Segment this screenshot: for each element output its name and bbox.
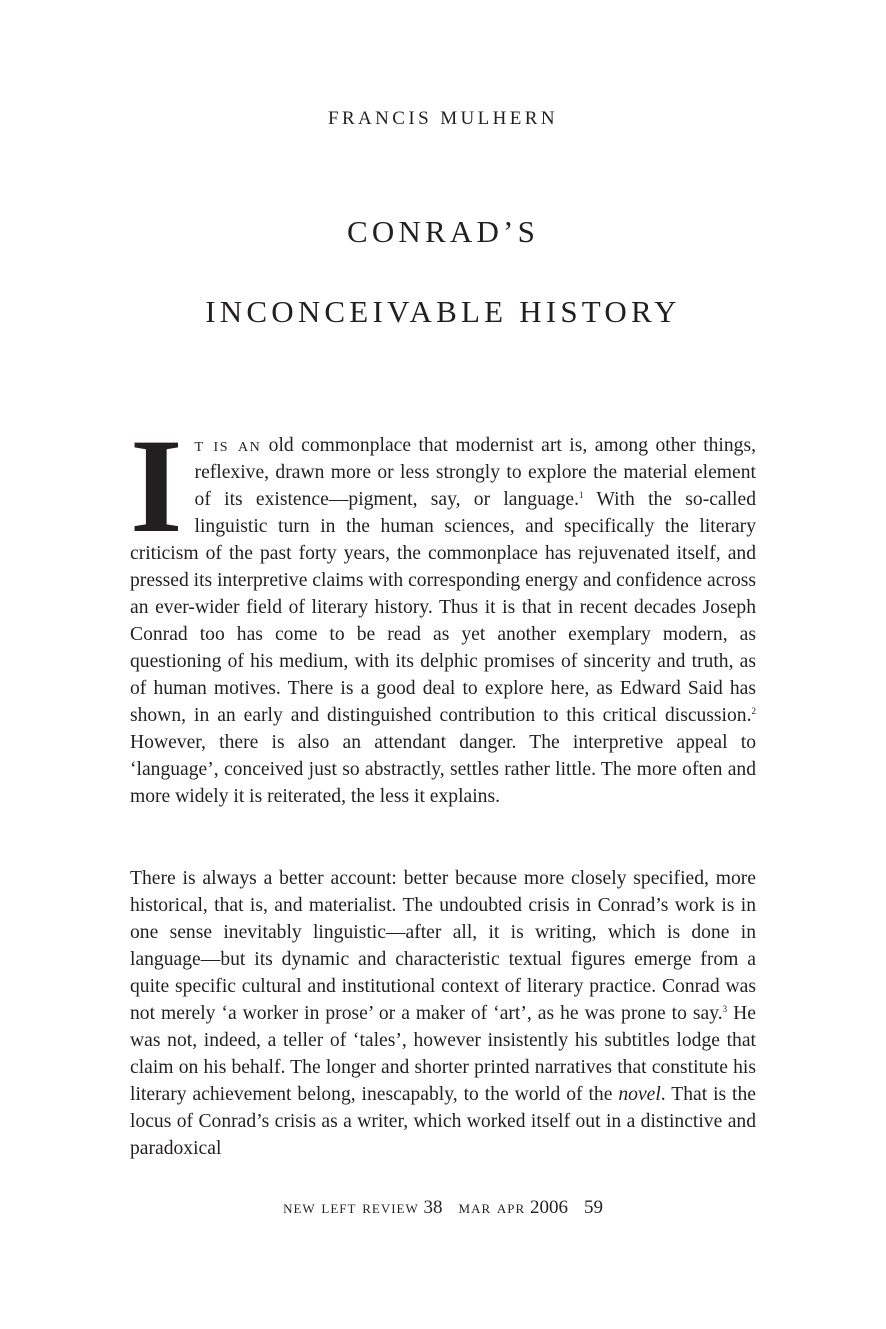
paragraph-1-text-b: With the so-called linguistic turn in the human sciences, and specifically the literary criticism of the past forty years, the commonplace has rejuvenated itself, and pressed its interpretive claims with corresponding energy and confidence across an ever-wider field of literary history. Thus it is that in recent decades Joseph Conrad too has come to be read as yet another exemplary modern, as questioning of his medium, with its delphic promises of sincerity and truth, as of human motives. There is a good deal to explore here, as Edward Said has shown, in an early and distinguished contribution to this critical discussion.	[130, 489, 756, 726]
paragraph-2-text-a: There is always a better account: better because more closely specified, more historical, that is, and materialist. The undoubted crisis in Conrad’s work is in one sense inevitably linguistic—after all, it is writing, which is done in language—but its dynamic and characteristic textual figures emerge from a quite specific cultural and institutional context of literary practice. Conrad was not merely ‘a worker in prose’ or a maker of ‘art’, as he was prone to say.	[130, 868, 756, 1024]
footnote-ref-2[interactable]: 2	[751, 706, 756, 716]
footnote-ref-3[interactable]: 3	[722, 1004, 728, 1014]
paragraph-2	[130, 865, 756, 1162]
page-footer	[0, 1197, 886, 1219]
drop-cap: I	[130, 412, 183, 561]
paragraph-2-text-c: . That is the locus of Conrad’s crisis as a writer, which worked itself out in a distinctive and paradoxical	[130, 1084, 756, 1159]
paragraph-2-text-b: He was not, indeed, a teller of ‘tales’, however insistently his subtitles lodge that claim on his behalf. The longer and shorter printed narratives that constitute his literary achievement belong, inescapably, to the world of the	[130, 1003, 756, 1105]
article-title-line-1: CONRAD’S	[346, 214, 540, 249]
lead-in-small-caps: t is an	[194, 435, 262, 456]
italic-novel: novel	[618, 1084, 661, 1105]
page-number: 59	[583, 1197, 603, 1218]
journal-name: new left review	[283, 1197, 419, 1218]
paragraph-1-text-a: old commonplace that modernist art is, among other things, reflexive, drawn more or less strongly to explore the material element of its existence—pigment, say, or language.	[194, 435, 756, 510]
issue-date: mar apr	[458, 1197, 526, 1218]
footnote-ref-1[interactable]: 1	[579, 490, 584, 500]
paragraph-1-text-c: However, there is also an attendant danger. The interpretive appeal to ‘language’, conceived just so abstractly, settles rather little. The more often and more widely it is reiterated, the less it explains.	[130, 732, 756, 807]
issue-number: 38	[423, 1197, 443, 1218]
article-title-line-2: INCONCEIVABLE HISTORY	[205, 294, 681, 329]
issue-year: 2006	[529, 1197, 568, 1218]
author-name: FRANCIS MULHERN	[328, 108, 558, 129]
paragraph-1	[130, 412, 756, 810]
